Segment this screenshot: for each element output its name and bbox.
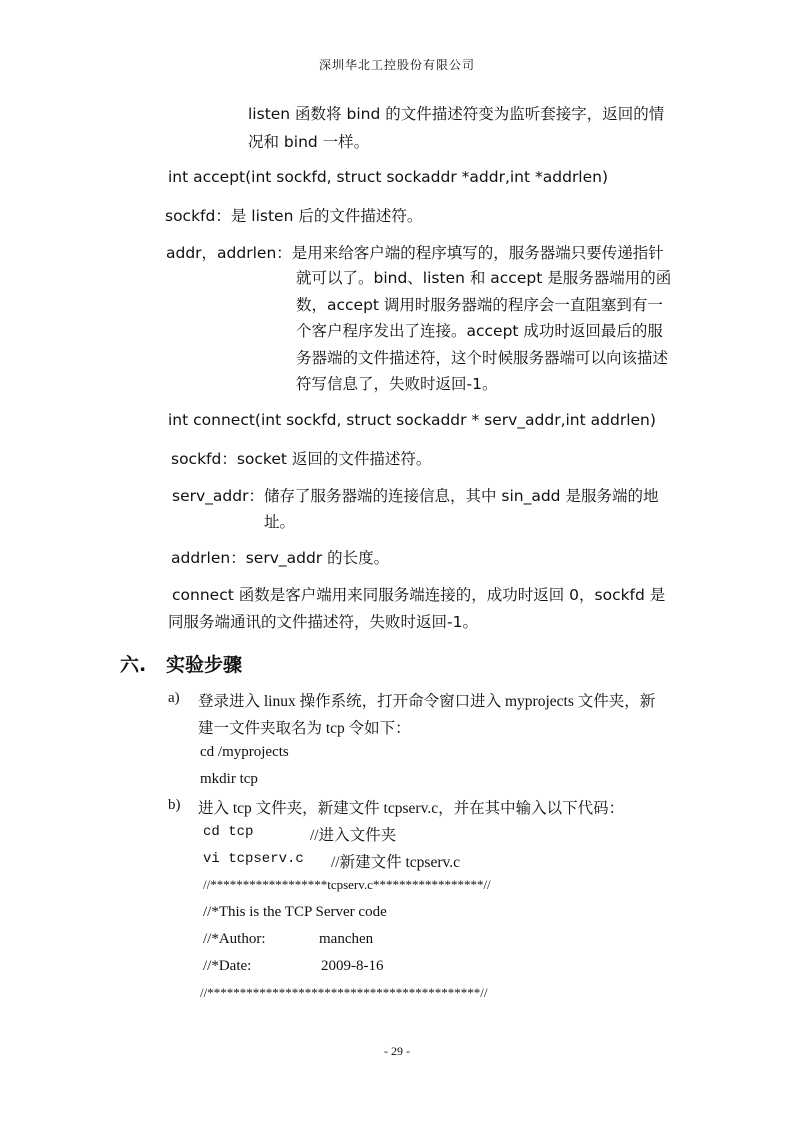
code-comment-description: //*This is the TCP Server code: [203, 904, 387, 920]
code-date-label: //*Date:: [203, 958, 252, 974]
accept-addr-line4: 个客户程序发出了连接。accept 成功时返回最后的服: [296, 322, 663, 340]
step-b-line1: 进入 tcp 文件夹，新建文件 tcpserv.c，并在其中输入以下代码：: [198, 800, 625, 817]
connect-signature: int connect(int sockfd, struct sockaddr * serv_addr,int addrlen): [168, 411, 656, 429]
step-b-marker: b): [168, 797, 181, 813]
code-author-value: manchen: [319, 931, 374, 947]
step-b-command-vi-comment: //新建文件 tcpserv.c: [331, 854, 460, 871]
code-banner-bottom: //******************************************//: [200, 985, 488, 1000]
listen-desc-line1: listen 函数将 bind 的文件描述符变为监听套接字，返回的情: [248, 105, 665, 123]
step-b-command-vi: vi tcpserv.c: [203, 851, 304, 867]
accept-sockfd: sockfd：是 listen 后的文件描述符。: [165, 207, 423, 225]
accept-addr-line3: 数，accept 调用时服务器端的程序会一直阻塞到有一: [296, 296, 663, 314]
accept-addr-line5: 务器端的文件描述符，这个时候服务器端可以向该描述: [296, 349, 669, 367]
connect-serv-line2: 址。: [264, 513, 296, 531]
page-header: 深圳华北工控股份有限公司: [318, 58, 475, 72]
accept-addr-line1: addr，addrlen：是用来给客户端的程序填写的，服务器端只要传递指针: [166, 244, 664, 262]
code-author-label: //*Author:: [203, 931, 266, 947]
step-a-marker: a): [168, 690, 180, 706]
code-banner-top: //******************tcpserv.c*****************//: [203, 877, 491, 892]
code-date-value: 2009-8-16: [321, 958, 384, 974]
section-number: 六.: [120, 654, 147, 676]
step-b-command-cd: cd tcp: [203, 824, 254, 840]
step-a-line2: 建一文件夹取名为 tcp 令如下：: [198, 720, 411, 737]
page-number: - 29 -: [384, 1044, 410, 1058]
connect-desc-line2: 同服务端通讯的文件描述符，失败时返回-1。: [168, 613, 478, 631]
accept-addr-line6: 符写信息了，失败时返回-1。: [296, 375, 498, 393]
accept-addr-line2: 就可以了。bind、listen 和 accept 是服务器端用的函: [296, 269, 672, 287]
connect-addrlen: addrlen：serv_addr 的长度。: [171, 549, 390, 567]
step-b-command-cd-comment: //进入文件夹: [310, 827, 397, 844]
accept-signature: int accept(int sockfd, struct sockaddr *addr,int *addrlen): [168, 168, 609, 186]
step-a-command-mkdir: mkdir tcp: [200, 771, 258, 787]
step-a-line1: 登录进入 linux 操作系统，打开命令窗口进入 myprojects 文件夹，新: [198, 693, 656, 710]
connect-serv-line1: serv_addr：储存了服务器端的连接信息，其中 sin_add 是服务端的地: [172, 487, 659, 505]
connect-sockfd: sockfd：socket 返回的文件描述符。: [171, 450, 432, 468]
connect-desc-line1: connect 函数是客户端用来同服务端连接的，成功时返回 0，sockfd 是: [172, 586, 666, 604]
step-a-command-cd: cd /myprojects: [200, 744, 289, 760]
section-title: 实验步骤: [166, 654, 243, 676]
listen-desc-line2: 况和 bind 一样。: [248, 133, 370, 151]
